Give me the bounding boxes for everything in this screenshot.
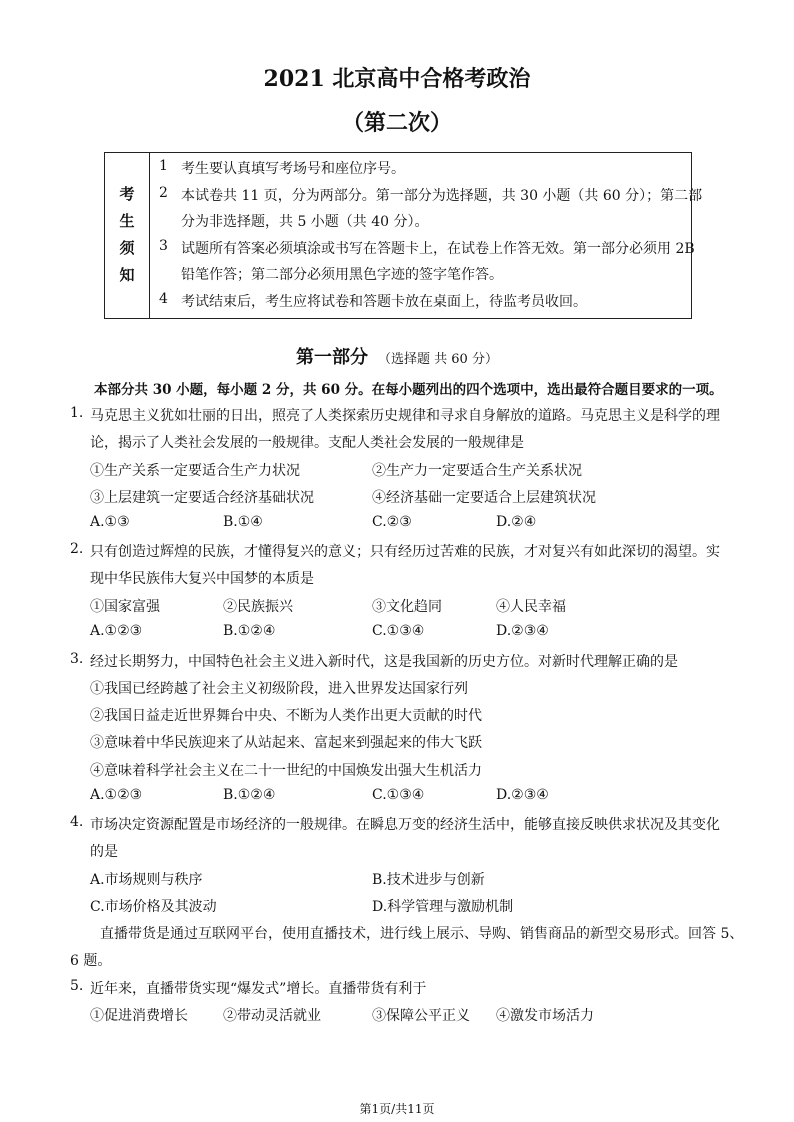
notice-item-number: 1 <box>159 158 168 174</box>
notice-label-column <box>105 153 150 318</box>
exam-notice-box <box>104 152 703 319</box>
notice-item-text: 试题所有答案必须填涂或书写在答题卡上，在试卷上作答无效。第一部分必须用 2B <box>181 241 695 257</box>
answer-option: A.市场规则与秩序 <box>90 872 203 888</box>
section-score-note: （选择题 共 60 分） <box>378 352 498 367</box>
answer-option: B.①②④ <box>223 623 276 639</box>
question-stem-line: 市场决定资源配置是市场经济的一般规律。在瞬息万变的经济生活中，能够直接反映供求状况及其变化 <box>90 817 720 833</box>
answer-option: C.市场价格及其波动 <box>90 899 217 915</box>
statement: ④激发市场活力 <box>496 1008 594 1024</box>
statement: ①我国已经跨越了社会主义初级阶段，进入世界发达国家行列 <box>90 681 468 697</box>
question-stem-line: 的是 <box>90 844 118 860</box>
answer-option: D.科学管理与激励机制 <box>372 899 514 915</box>
answer-option: C.①③④ <box>372 787 425 803</box>
notice-item-text: 考生要认真填写考场号和座位序号。 <box>181 161 405 177</box>
material-text-line: 直播带货是通过互联网平台，使用直播技术，进行线上展示、导购、销售商品的新型交易形式。回答 5、 <box>100 926 744 942</box>
question-stem-line: 近年来，直播带货实现“爆发式”增长。直播带货有利于 <box>90 981 427 997</box>
statement: ②生产力一定要适合生产关系状况 <box>372 463 582 479</box>
notice-item-text: 考试结束后，考生应将试卷和答题卡放在桌面上，待监考员收回。 <box>181 294 587 310</box>
notice-item-number: 2 <box>159 185 168 201</box>
statement: ②带动灵活就业 <box>223 1008 321 1024</box>
material-text-line: 6 题。 <box>70 953 112 969</box>
answer-option: C.②③ <box>372 514 412 530</box>
statement: ④经济基础一定要适合上层建筑状况 <box>372 490 596 506</box>
answer-option: A.①②③ <box>90 787 143 803</box>
answer-option: A.①③ <box>90 514 130 530</box>
statement: ①生产关系一定要适合生产力状况 <box>90 463 300 479</box>
statement: ③意味着中华民族迎来了从站起来、富起来到强起来的伟大飞跃 <box>90 735 482 751</box>
question-stem-line: 论，揭示了人类社会发展的一般规律。支配人类社会发展的一般规律是 <box>90 435 524 451</box>
notice-item-number: 4 <box>159 291 168 307</box>
answer-option: D.②③④ <box>496 623 549 639</box>
notice-label-char: 生 <box>119 212 135 230</box>
notice-label-char: 须 <box>119 239 135 257</box>
section-instructions: 本部分共 30 小题，每小题 2 分，共 60 分。在每小题列出的四个选项中，选出最符合题目要求的一项。 <box>94 382 723 398</box>
answer-option: C.①③④ <box>372 623 425 639</box>
statement: ③上层建筑一定要适合经济基础状况 <box>90 490 314 506</box>
statement: ②我国日益走近世界舞台中央、不断为人类作出更大贡献的时代 <box>90 708 482 724</box>
statement: ①促进消费增长 <box>90 1008 188 1024</box>
notice-item-number: 3 <box>159 238 168 254</box>
statement: ④人民幸福 <box>496 599 566 615</box>
question-stem-line: 只有创造过辉煌的民族，才懂得复兴的意义；只有经历过苦难的民族，才对复兴有如此深切的渴望。实 <box>90 544 720 560</box>
question-stem-line: 现中华民族伟大复兴中国梦的本质是 <box>90 571 314 587</box>
notice-label-char: 考 <box>119 185 135 203</box>
statement: ③保障公平正义 <box>372 1008 470 1024</box>
document-title: 2021 北京高中合格考政治 <box>263 66 531 92</box>
question-stem-line: 经过长期努力，中国特色社会主义进入新时代，这是我国新的历史方位。对新时代理解正确的是 <box>90 654 678 670</box>
statement: ①国家富强 <box>90 599 160 615</box>
answer-option: B.①④ <box>223 514 263 530</box>
page-footer: 第1页/共11页 <box>359 1102 435 1116</box>
question-number: 2. <box>70 541 84 557</box>
answer-option: A.①②③ <box>90 623 143 639</box>
document-subtitle: （第二次） <box>341 110 452 136</box>
statement: ③文化趋同 <box>372 599 442 615</box>
section-heading <box>0 343 794 369</box>
question-number: 5. <box>70 978 84 994</box>
answer-option: D.②④ <box>496 514 537 530</box>
question-number: 3. <box>70 651 84 667</box>
answer-option: D.②③④ <box>496 787 549 803</box>
question-stem-line: 马克思主义犹如壮丽的日出，照亮了人类探索历史规律和寻求自身解放的道路。马克思主义是科学的理 <box>90 408 720 424</box>
statement: ④意味着科学社会主义在二十一世纪的中国焕发出强大生机活力 <box>90 763 482 779</box>
notice-item-text: 分为非选择题，共 5 小题（共 40 分）。 <box>181 214 429 230</box>
question-number: 4. <box>70 814 84 830</box>
answer-option: B.技术进步与创新 <box>372 872 485 888</box>
notice-item-text: 铅笔作答；第二部分必须用黑色字迹的签字笔作答。 <box>181 267 503 283</box>
question-number: 1. <box>70 405 84 421</box>
answer-option: B.①②④ <box>223 787 276 803</box>
notice-label-char: 知 <box>119 266 135 284</box>
notice-item-text: 本试卷共 11 页，分为两部分。第一部分为选择题，共 30 小题（共 60 分）；第二部 <box>181 188 703 204</box>
section-title: 第一部分 <box>296 347 369 368</box>
statement: ②民族振兴 <box>223 599 293 615</box>
